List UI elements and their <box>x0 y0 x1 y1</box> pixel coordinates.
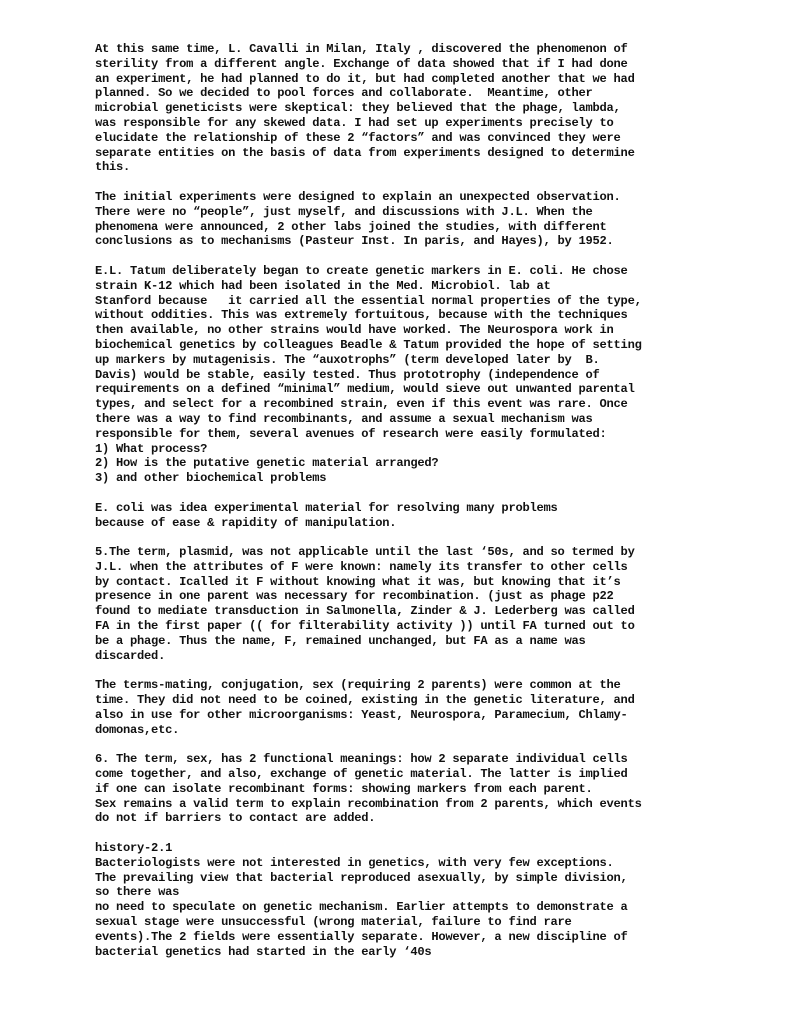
text-line: sterility from a different angle. Exchange of data showed that if I had done <box>95 56 628 71</box>
text-line: Stanford because it carried all the essential normal properties of the type, <box>95 293 642 308</box>
text-line: do not if barriers to contact are added. <box>95 811 376 826</box>
text-line: sexual stage were unsuccessful (wrong material, failure to find rare <box>95 915 572 930</box>
paragraph-sex-term <box>95 752 715 826</box>
text-line: events).The 2 fields were essentially separate. However, a new discipline of <box>95 929 628 944</box>
text-line: 5.The term, plasmid, was not applicable until the last ‘50s, and so termed by <box>95 545 635 560</box>
text-line: an experiment, he had planned to do it, but had completed another that we had <box>95 71 635 86</box>
paragraph-cavalli-sterility <box>95 42 715 175</box>
text-line: elucidate the relationship of these 2 “factors” and was convinced they were <box>95 130 621 145</box>
paragraph-initial-experiments <box>95 190 715 249</box>
paragraph-tatum-markers <box>95 264 715 486</box>
text-line: then available, no other strains would have worked. The Neurospora work in <box>95 323 614 338</box>
text-line: Sex remains a valid term to explain recombination from 2 parents, which events <box>95 796 642 811</box>
text-line: Bacteriologists were not interested in genetics, with very few exceptions. <box>95 855 614 870</box>
text-line: presence in one parent was necessary for recombination. (just as phage p22 <box>95 589 614 604</box>
text-line: was responsible for any skewed data. I had set up experiments precisely to <box>95 115 614 130</box>
text-line: The prevailing view that bacterial reproduced asexually, by simple division, <box>95 870 628 885</box>
text-line: bacterial genetics had started in the early ‘40s <box>95 944 432 959</box>
text-line: microbial geneticists were skeptical: they believed that the phage, lambda, <box>95 101 621 116</box>
paragraph-mating-terms <box>95 678 715 737</box>
text-line: FA in the first paper (( for filterability activity )) until FA turned out to <box>95 619 635 634</box>
text-line: The terms-mating, conjugation, sex (requiring 2 parents) were common at the <box>95 678 621 693</box>
paragraph-ecoli-material <box>95 501 715 531</box>
text-line: conclusions as to mechanisms (Pasteur Inst. In paris, and Hayes), by 1952. <box>95 234 614 249</box>
list-item: 3) and other biochemical problems <box>95 471 327 486</box>
text-line: without oddities. This was extremely fortuitous, because with the techniques <box>95 308 628 323</box>
text-line: separate entities on the basis of data from experiments designed to determine <box>95 145 635 160</box>
text-line: no need to speculate on genetic mechanism. Earlier attempts to demonstrate a <box>95 900 628 915</box>
document-page <box>95 42 715 974</box>
section-heading: history-2.1 <box>95 841 173 856</box>
text-line: biochemical genetics by colleagues Beadle & Tatum provided the hope of setting <box>95 337 642 352</box>
text-line: There were no “people”, just myself, and discussions with J.L. When the <box>95 204 593 219</box>
text-line: so there was <box>95 885 180 900</box>
text-line: found to mediate transduction in Salmonella, Zinder & J. Lederberg was called <box>95 604 635 619</box>
text-line: discarded. <box>95 648 166 663</box>
text-line: up markers by mutagenisis. The “auxotrophs” (term developed later by B. <box>95 352 600 367</box>
text-line: requirements on a defined “minimal” medium, would sieve out unwanted parental <box>95 382 635 397</box>
text-line: Davis) would be stable, easily tested. Thus prototrophy (independence of <box>95 367 600 382</box>
text-line: because of ease & rapidity of manipulation. <box>95 515 397 530</box>
text-line: if one can isolate recombinant forms: showing markers from each parent. <box>95 781 593 796</box>
text-line: there was a way to find recombinants, and assume a sexual mechanism was <box>95 411 593 426</box>
paragraph-history-2-1 <box>95 841 715 959</box>
text-line: The initial experiments were designed to explain an unexpected observation. <box>95 189 621 204</box>
text-line: be a phage. Thus the name, F, remained unchanged, but FA as a name was <box>95 633 586 648</box>
list-item: 2) How is the putative genetic material arranged? <box>95 456 439 471</box>
text-line: types, and select for a recombined strain, even if this event was rare. Once <box>95 397 628 412</box>
text-line: At this same time, L. Cavalli in Milan, Italy , discovered the phenomenon of <box>95 42 628 56</box>
text-line: strain K-12 which had been isolated in the Med. Microbiol. lab at <box>95 278 551 293</box>
text-line: responsible for them, several avenues of research were easily formulated: <box>95 426 607 441</box>
text-line: time. They did not need to be coined, existing in the genetic literature, and <box>95 693 635 708</box>
text-line: domonas,etc. <box>95 722 180 737</box>
text-line: E. coli was idea experimental material for resolving many problems <box>95 500 558 515</box>
paragraph-plasmid-term <box>95 545 715 663</box>
text-line: phenomena were announced, 2 other labs joined the studies, with different <box>95 219 607 234</box>
text-line: also in use for other microorganisms: Yeast, Neurospora, Paramecium, Chlamy- <box>95 707 628 722</box>
text-line: come together, and also, exchange of genetic material. The latter is implied <box>95 767 628 782</box>
text-line: 6. The term, sex, has 2 functional meanings: how 2 separate individual cells <box>95 752 628 767</box>
text-line: E.L. Tatum deliberately began to create genetic markers in E. coli. He chose <box>95 263 628 278</box>
text-line: this. <box>95 160 131 175</box>
text-line: by contact. Icalled it F without knowing what it was, but knowing that it’s <box>95 574 621 589</box>
text-line: planned. So we decided to pool forces and collaborate. Meantime, other <box>95 86 593 101</box>
list-item: 1) What process? <box>95 441 208 456</box>
text-line: J.L. when the attributes of F were known: namely its transfer to other cells <box>95 559 628 574</box>
